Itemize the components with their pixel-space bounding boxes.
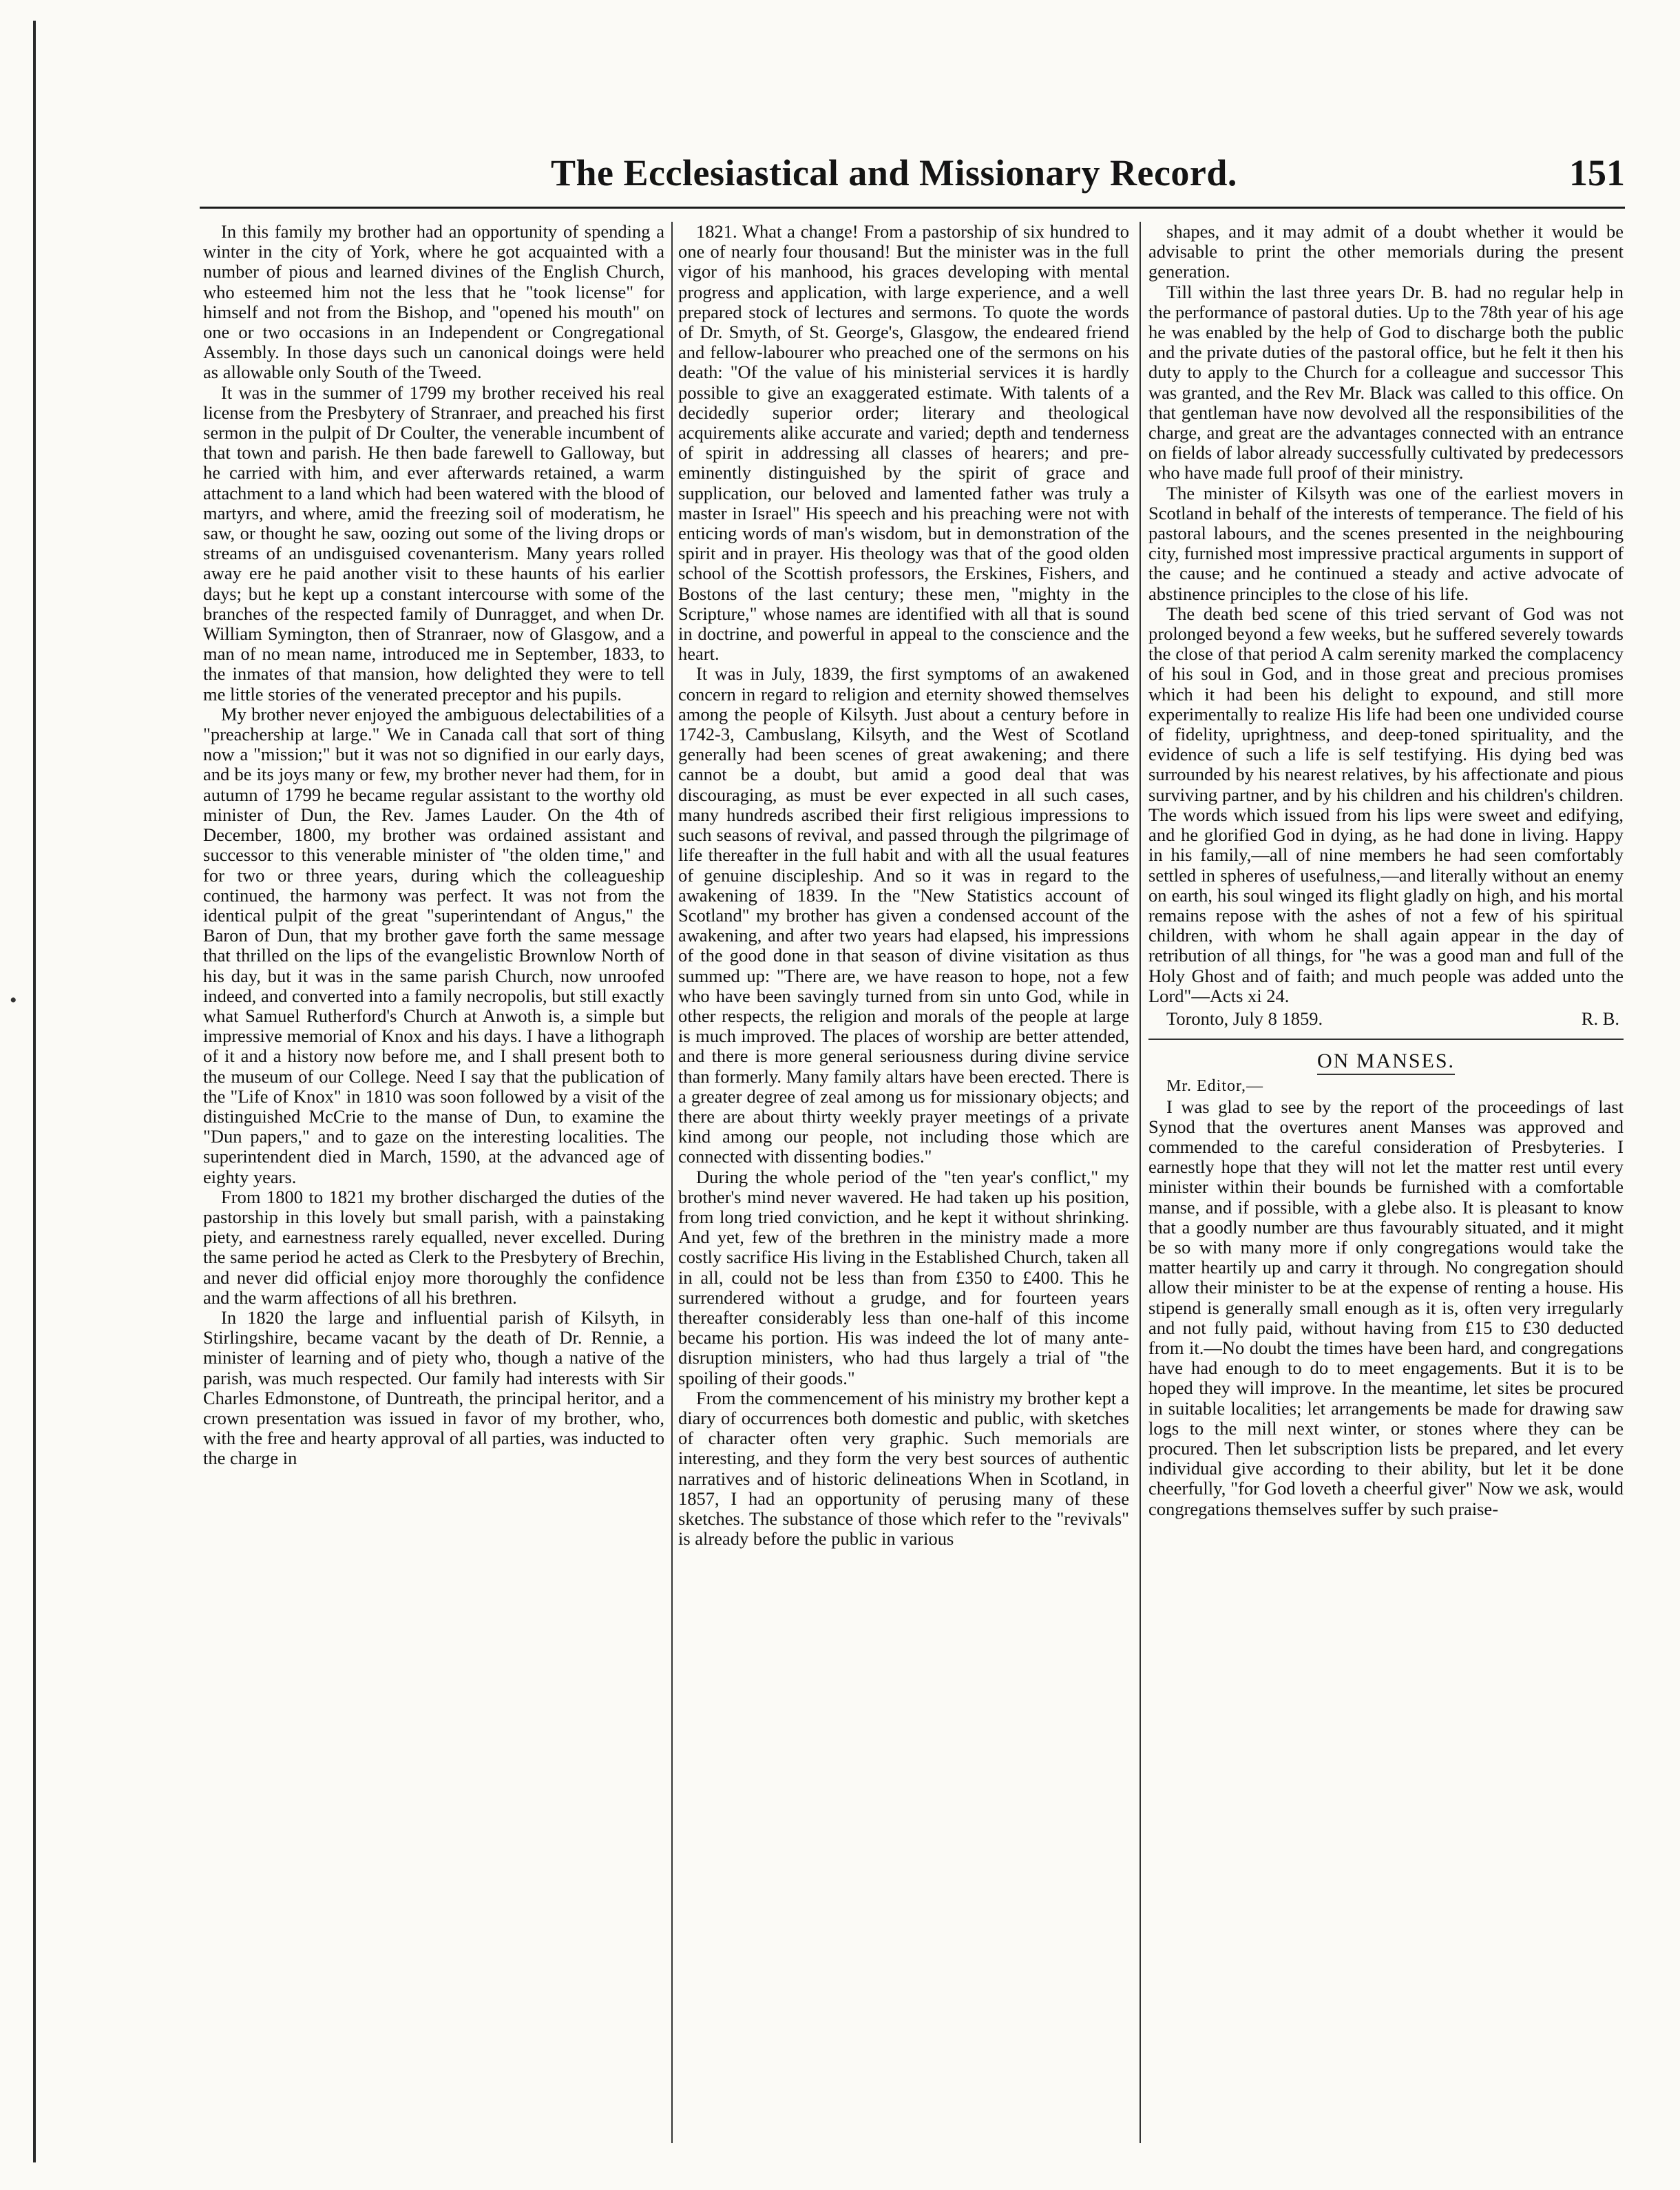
paragraph: 1821. What a change! From a pastorship of six hundred to one of nearly four thousand! But the minister was in the full vigor of his manhood, his graces developing with mental progress and application, with large experience, and a well prepared stock of lectures and sermons. To quote the words of Dr. Smyth, of St. George's, Glasgow, the endeared friend and fellow-labourer who preached one of the sermons on his death: "Of the value of his ministerial services it is hardly possible to give an exaggerated estimate. With talents of a decidedly superior order; literary and theological acquirements alike accurate and varied; depth and tenderness of spirit in addressing all classes of hearers; and pre-eminently distinguished by the spirit of grace and supplication, our beloved and lamented father was truly a master in Israel" His speech and his preaching were not with enticing words of man's wisdom, but in demonstration of the spirit and in prayer. His theology was that of the good olden school of the Scottish professors, the Erskines, Fishers, and Bostons of the last century; these men, "mighty in the Scripture," whose names are identified with all that is sound in doctrine, and powerful in appeal to the conscience and the heart. <box>678 222 1129 665</box>
page-number: 151 <box>1569 152 1625 194</box>
column-left <box>203 222 664 2143</box>
paragraph: The death bed scene of this tried servant of God was not prolonged beyond a few weeks, but he suffered severely towards the close of that period A calm serenity marked the complacency of his soul in God, and in those great and precious promises which it had been his delight to expound, and still more experimentally to realize His life had been one undivided course of fidelity, uprightness, and deep-toned spirituality, and the evidence of such a life is self testifying. His dying bed was surrounded by his nearest relatives, by his affectionate and pious surviving partner, and by his children and his children's children. The words which issued from his lips were sweet and edifying, and he glorified God in dying, as he had done in living. Happy in his family,—all of nine members he had seen comfortably settled in spheres of usefulness,—and literally without an enemy on earth, his soul winged its flight gladly on high, and his mortal remains repose with the ashes of not a few of his spiritual children, with whom he shall again appear in the day of retribution of all things, for "he was a good man and full of the Holy Ghost and of faith; and much people was added unto the Lord"—Acts xi 24. <box>1148 603 1624 1006</box>
paragraph: From 1800 to 1821 my brother discharged the duties of the pastorship in this lovely but small parish, with a painstaking piety, and earnestness rarely equalled, never excelled. During the same period he acted as Clerk to the Presbytery of Brechin, and never did official enjoy more thoroughly the confidence and the warm affections of all his brethren. <box>203 1186 664 1308</box>
paragraph: During the whole period of the "ten year's conflict," my brother's mind never wavered. He had taken up his position, from long tried conviction, and he kept it without shrinking. And yet, few of the brethren in the ministry made a more costly sacrifice His living in the Established Church, taken all in all, could not be less than from £350 to £400. This he surrendered without a grudge, and for fourteen years thereafter considerably less than one-half of this income became his portion. His was indeed the lot of many ante-disruption ministers, who had thus largely a trial of "the spoiling of their goods." <box>678 1166 1129 1388</box>
paragraph: I was glad to see by the report of the proceedings of last Synod that the overtures anent Manses was approved and commended to the careful consideration of Presbyteries. I earnestly hope that they will not let the matter rest until every minister within their bounds be furnished with a comfortable manse, and if possible, with a glebe also. It is pleasant to know that a goodly number are thus favourably situated, and it might be so with many more if only congregations would take the matter heartily up and carry it through. No congregation should allow their minister to be at the expense of renting a house. His stipend is generally small enough as it is, often very irregularly and not fully paid, without having from £15 to £30 deducted from it.—No doubt the times have been hard, and congregations have had enough to do to meet engagements. But it is to be hoped they will improve. In the meantime, let sites be procured in suitable localities; let arrangements be made for drawing saw logs to the mill next winter, or stones where they can be procured. Then let subscription lists be prepared, and let every individual give according to their ability, but let it be done cheerfully, "for God loveth a cheerful giver" Now we ask, would congregations themselves suffer by such praise- <box>1148 1096 1624 1519</box>
paragraph: Till within the last three years Dr. B. had no regular help in the performance of pastoral duties. Up to the 78th year of his age he was enabled by the help of God to discharge both the public and the private duties of the pastoral office, but he felt it then his duty to apply to the Church for a colleague and successor This was granted, and the Rev Mr. Black was called to this office. On that gentleman have now devolved all the responsibilities of the charge, and great are the advantages connected with an entrance on fields of labor already successfully cultivated by predecessors who have made full proof of their ministry. <box>1148 281 1624 483</box>
letter-signoff <box>1148 1009 1624 1029</box>
signoff-place-date: Toronto, July 8 1859. <box>1166 1008 1323 1029</box>
header-rule <box>200 207 1625 209</box>
section-heading <box>1148 1051 1624 1071</box>
salutation: Mr. Editor,— <box>1166 1077 1264 1096</box>
signoff-initials: R. B. <box>1581 1008 1619 1029</box>
paragraph: In this family my brother had an opportunity of spending a winter in the city of York, where he got acquainted with a number of pious and learned divines of the English Church, who esteemed him not the less that he "took license" for himself and not from the Bishop, and "opened his mouth" on one or two occasions in an Independent or Congregational Assembly. In those days such un canonical doings were held as allowable only South of the Tweed. <box>203 222 664 383</box>
publication-title: The Ecclesiastical and Missionary Record. <box>551 152 1237 194</box>
paragraph: It was in the summer of 1799 my brother received his real license from the Presbytery of Stranraer, and preached his first sermon in the pulpit of Dr Coulter, the venerable incumbent of that town and parish. He then bade farewell to Galloway, but he carried with him, and ever afterwards retained, a warm attachment to a land which had been watered with the blood of martyrs, and where, amid the freezing soil of moderatism, he saw, or thought he saw, oozing out some of the living drops or streams of an undisguised covenanterism. Many years rolled away ere he paid another visit to these haunts of his earlier days; but he kept up a constant intercourse with some of the branches of the respected family of Dunragget, and when Dr. William Symington, then of Stranraer, now of Glasgow, and a man of no mean name, introduced me in September, 1833, to the inmates of that mansion, how delighted they were to tell me little stories of the venerated preceptor and his pupils. <box>203 382 664 705</box>
paragraph: In 1820 the large and influential parish of Kilsyth, in Stirlingshire, became vacant by the death of Dr. Rennie, a minister of learning and of piety who, though a native of the parish, was much respected. Our family had interests with Sir Charles Edmonstone, of Duntreath, the principal heritor, and a crown presentation was issued in favor of my brother, who, with the free and hearty approval of all parties, was inducted to the charge in <box>203 1306 664 1469</box>
paragraph: From the commencement of his ministry my brother kept a diary of occurrences both domestic and public, with sketches of character often very graphic. Such memorials are interesting, and they form the very best sources of authentic narratives and of historic delineations When in Scotland, in 1857, I had an opportunity of perusing many of these sketches. The substance of those which refer to the "revivals" is already before the public in various <box>678 1387 1129 1550</box>
binding-edge-line <box>33 21 36 2162</box>
paragraph: It was in July, 1839, the first symptoms of an awakened concern in regard to religion and eternity showed themselves among the people of Kilsyth. Just about a century before in 1742-3, Cambuslang, Kilsyth, and the West of Scotland generally had been scenes of great awakening; and there cannot be a doubt, but amid a good deal that was discouraging, as must be ever expected in all such cases, many hundreds ascribed their first religious impressions to such seasons of revival, and passed through the pilgrimage of life thereafter in the full habit and with all the usual features of genuine discipleship. And so it was in regard to the awakening of 1839. In the "New Statistics account of Scotland" my brother has given a condensed account of the awakening, and after two years had elapsed, his impressions of the good done in that season of divine visitation as thus summed up: "There are, we have reason to hope, not a few who have been savingly turned from sin unto God, while in other respects, the religion and morals of the people at large is much improved. The places of worship are better attended, and there is more general seriousness during divine service than formerly. Many family altars have been erected. There is a greater degree of zeal among us for missionary objects; and there are about thirty weekly prayer meetings of a private kind among our people, not including those which are connected with dissenting bodies." <box>678 663 1129 1167</box>
paragraph: The minister of Kilsyth was one of the earliest movers in Scotland in behalf of the interests of temperance. The field of his pastoral labours, and the scenes presented in the neighbouring city, furnished most impressive practical arguments in support of the cause; and he continued a steady and active advocate of abstinence principles to the close of his life. <box>1148 482 1624 604</box>
column-middle <box>678 222 1129 2143</box>
margin-mark: • <box>10 989 17 1012</box>
column-right <box>1148 222 1624 2143</box>
section-divider <box>1148 1039 1624 1040</box>
paragraph: shapes, and it may admit of a doubt whether it would be advisable to print the other memorials during the present generation. <box>1148 222 1624 282</box>
running-header <box>200 152 1625 207</box>
paragraph: My brother never enjoyed the ambiguous delectabilities of a "preachership at large." We in Canada call that sort of thing now a "mission;" but it was not so dignified in our early days, and be its joys many or few, my brother never had them, for in autumn of 1799 he became regular assistant to the worthy old minister of Dun, the Rev. James Lauder. On the 4th of December, 1800, my brother was ordained assistant and successor to this venerable minister of "the olden time," and for two or three years, during which the colleagueship continued, the harmony was perfect. It was not from the identical pulpit of the great "superintendant of Angus," the Baron of Dun, that my brother gave forth the same message that thrilled on the lips of the evangelistic Brownlow North of his day, but it was in the same parish Church, now unroofed indeed, and converted into a family necropolis, but still exactly what Samuel Rutherford's Church at Anwoth is, a simple but impressive memorial of Knox and his days. I have a lithograph of it and a history now before me, and I shall present both to the museum of our College. Need I say that the publication of the "Life of Knox" in 1810 was soon followed by a visit of the distinguished McCrie to the manse of Dun, to examine the "Dun papers," and to gaze on the interesting localities. The superintendent died in March, 1590, at the advanced age of eighty years. <box>203 703 664 1187</box>
section-heading-text: ON MANSES. <box>1317 1050 1455 1075</box>
column-divider <box>1140 222 1141 2143</box>
column-divider <box>671 222 673 2143</box>
